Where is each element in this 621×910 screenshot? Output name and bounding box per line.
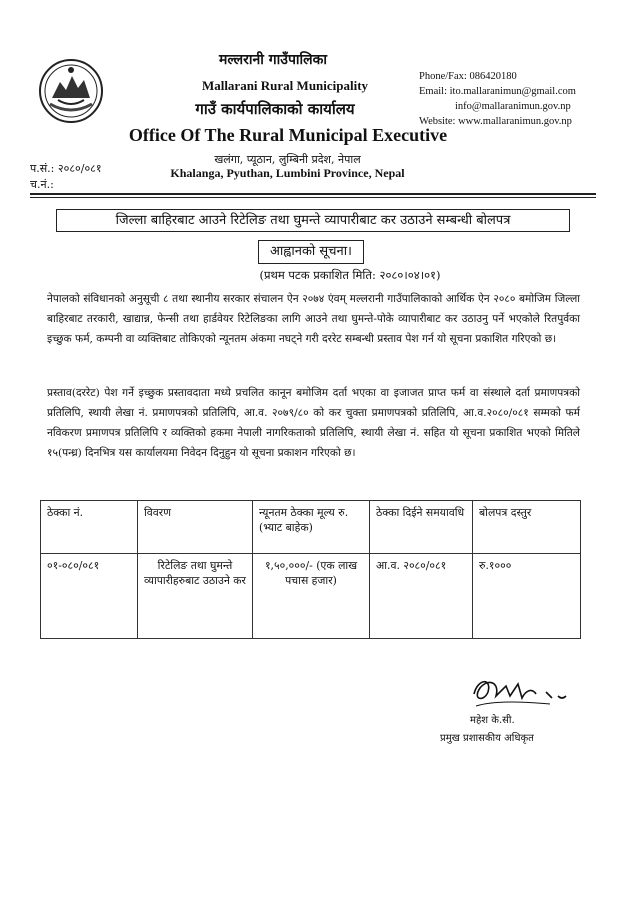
published-date: (प्रथम पटक प्रकाशित मिति: २०८०।०४।०१): [259, 268, 441, 282]
contact-block: [419, 69, 576, 129]
column-header: ठेक्का दिईने समयावधि: [370, 501, 473, 554]
column-header: न्यूनतम ठेक्का मूल्य रु. (भ्याट बाहेक): [253, 501, 370, 554]
table-row: [41, 554, 581, 639]
header-divider-thin: [30, 197, 596, 198]
table-cell: आ.व. २०८०/०८१: [370, 554, 473, 639]
reference-number: प.सं.: २०८०/०८१: [30, 162, 102, 175]
column-header: ठेक्का नं.: [41, 501, 138, 554]
municipality-name-english: Mallarani Rural Municipality: [201, 78, 369, 93]
contract-table: [40, 500, 581, 639]
notice-paragraph-2: प्रस्ताव(दररेट) पेश गर्ने इच्छुक प्रस्तावदाता मध्ये प्रचलित कानून बमोजिम दर्ता भएका वा इजाजत प्राप्त फर्म वा संस्थाले दर्ता प्रमाणपत्रको प्रतिलिपि, स्थायी लेखा नं. प्रमाणपत्रको प्रतिलिपि, आ.व. २०७९/८० को कर चुक्ता प्रमाणपत्रको प्रतिलिपि, आ.व.२०८०/०८१ सम्मको फर्म नविकरण प्रमाणपत्र प्रतिलिपि र व्यक्तिको हकमा नेपाली नागरिकताको प्रतिलिपि, स्थायी लेखा नं. सहित यो सूचना प्रकाशित भएको मितिले १५(पन्ध्र) दिनभित्र यस कार्यालयमा निवेदन दिनुहुन यो सूचना प्रकाशन गरिएको छ।: [47, 387, 580, 459]
signatory-title: प्रमुख प्रशासकीय अधिकृत: [440, 733, 534, 744]
address-nepali: खलंगा, प्यूठान, लुम्बिनी प्रदेश, नेपाल: [214, 153, 361, 166]
municipality-name-nepali: मल्लरानी गाउँपालिका: [218, 52, 328, 68]
notice-title-second-line: आह्वानको सूचना।: [258, 240, 364, 264]
notice-paragraph-1: नेपालको संविधानको अनुसूची ८ तथा स्थानीय सरकार संचालन ऐन २०७४ एंवम् मल्लरानी गाउँपालिकाको आर्थिक ऐन २०८० बमोजिम जिल्ला बाहिरबाट तरकारी, खाद्यान्न, फेन्सी तथा हार्डवेयर रिटेलिङका लागि आउने तथा घुमन्ते-पोके व्यापारीबाट कर उठाउनु पर्ने भएकोले रितपुर्वका इच्छुक फर्म, कम्पनी वा व्यक्तिबाट तोकिएको न्यूनतम अंकमा नघट्ने गरी दररेट सम्बन्धी प्रस्ताव पेश गर्न यो सूचना प्रकाशित गरिएको छ।: [47, 293, 580, 345]
header-divider: [30, 193, 596, 195]
website-text: Website: www.mallaranimun.gov.np: [419, 116, 572, 127]
column-header: बोलपत्र दस्तुर: [473, 501, 581, 554]
email-text: Email: ito.mallaranimun@gmail.com: [419, 86, 576, 97]
signatory-name: महेश के.सी.: [470, 715, 515, 726]
dispatch-number: च.नं.:: [30, 178, 54, 191]
email-secondary-text: info@mallaranimun.gov.np: [455, 101, 571, 112]
address-english: Khalanga, Pyuthan, Lumbini Province, Nepal: [170, 166, 405, 180]
table-header-row: [41, 501, 581, 554]
table-cell: रिटेलिङ तथा घुमन्ते व्यापारीहरुबाट उठाउने कर: [138, 554, 253, 639]
table-cell: रु.१०००: [473, 554, 581, 639]
phone-text: Phone/Fax: 086420180: [419, 71, 517, 82]
table-cell: १,५०,०००/- (एक लाख पचास हजार): [253, 554, 370, 639]
office-name-english: Office Of The Rural Municipal Executive: [128, 125, 448, 145]
nepal-emblem-logo: [38, 58, 104, 124]
office-name-nepali: गाउँ कार्यपालिकाको कार्यालय: [195, 100, 355, 118]
reference-block: [30, 161, 102, 193]
table-cell: ०१-०८०/०८१: [41, 554, 138, 639]
notice-title: जिल्ला बाहिरबाट आउने रिटेलिङ तथा घुमन्ते व्यापारीबाट कर उठाउने सम्बन्धी बोलपत्र: [56, 209, 570, 232]
column-header: विवरण: [138, 501, 253, 554]
